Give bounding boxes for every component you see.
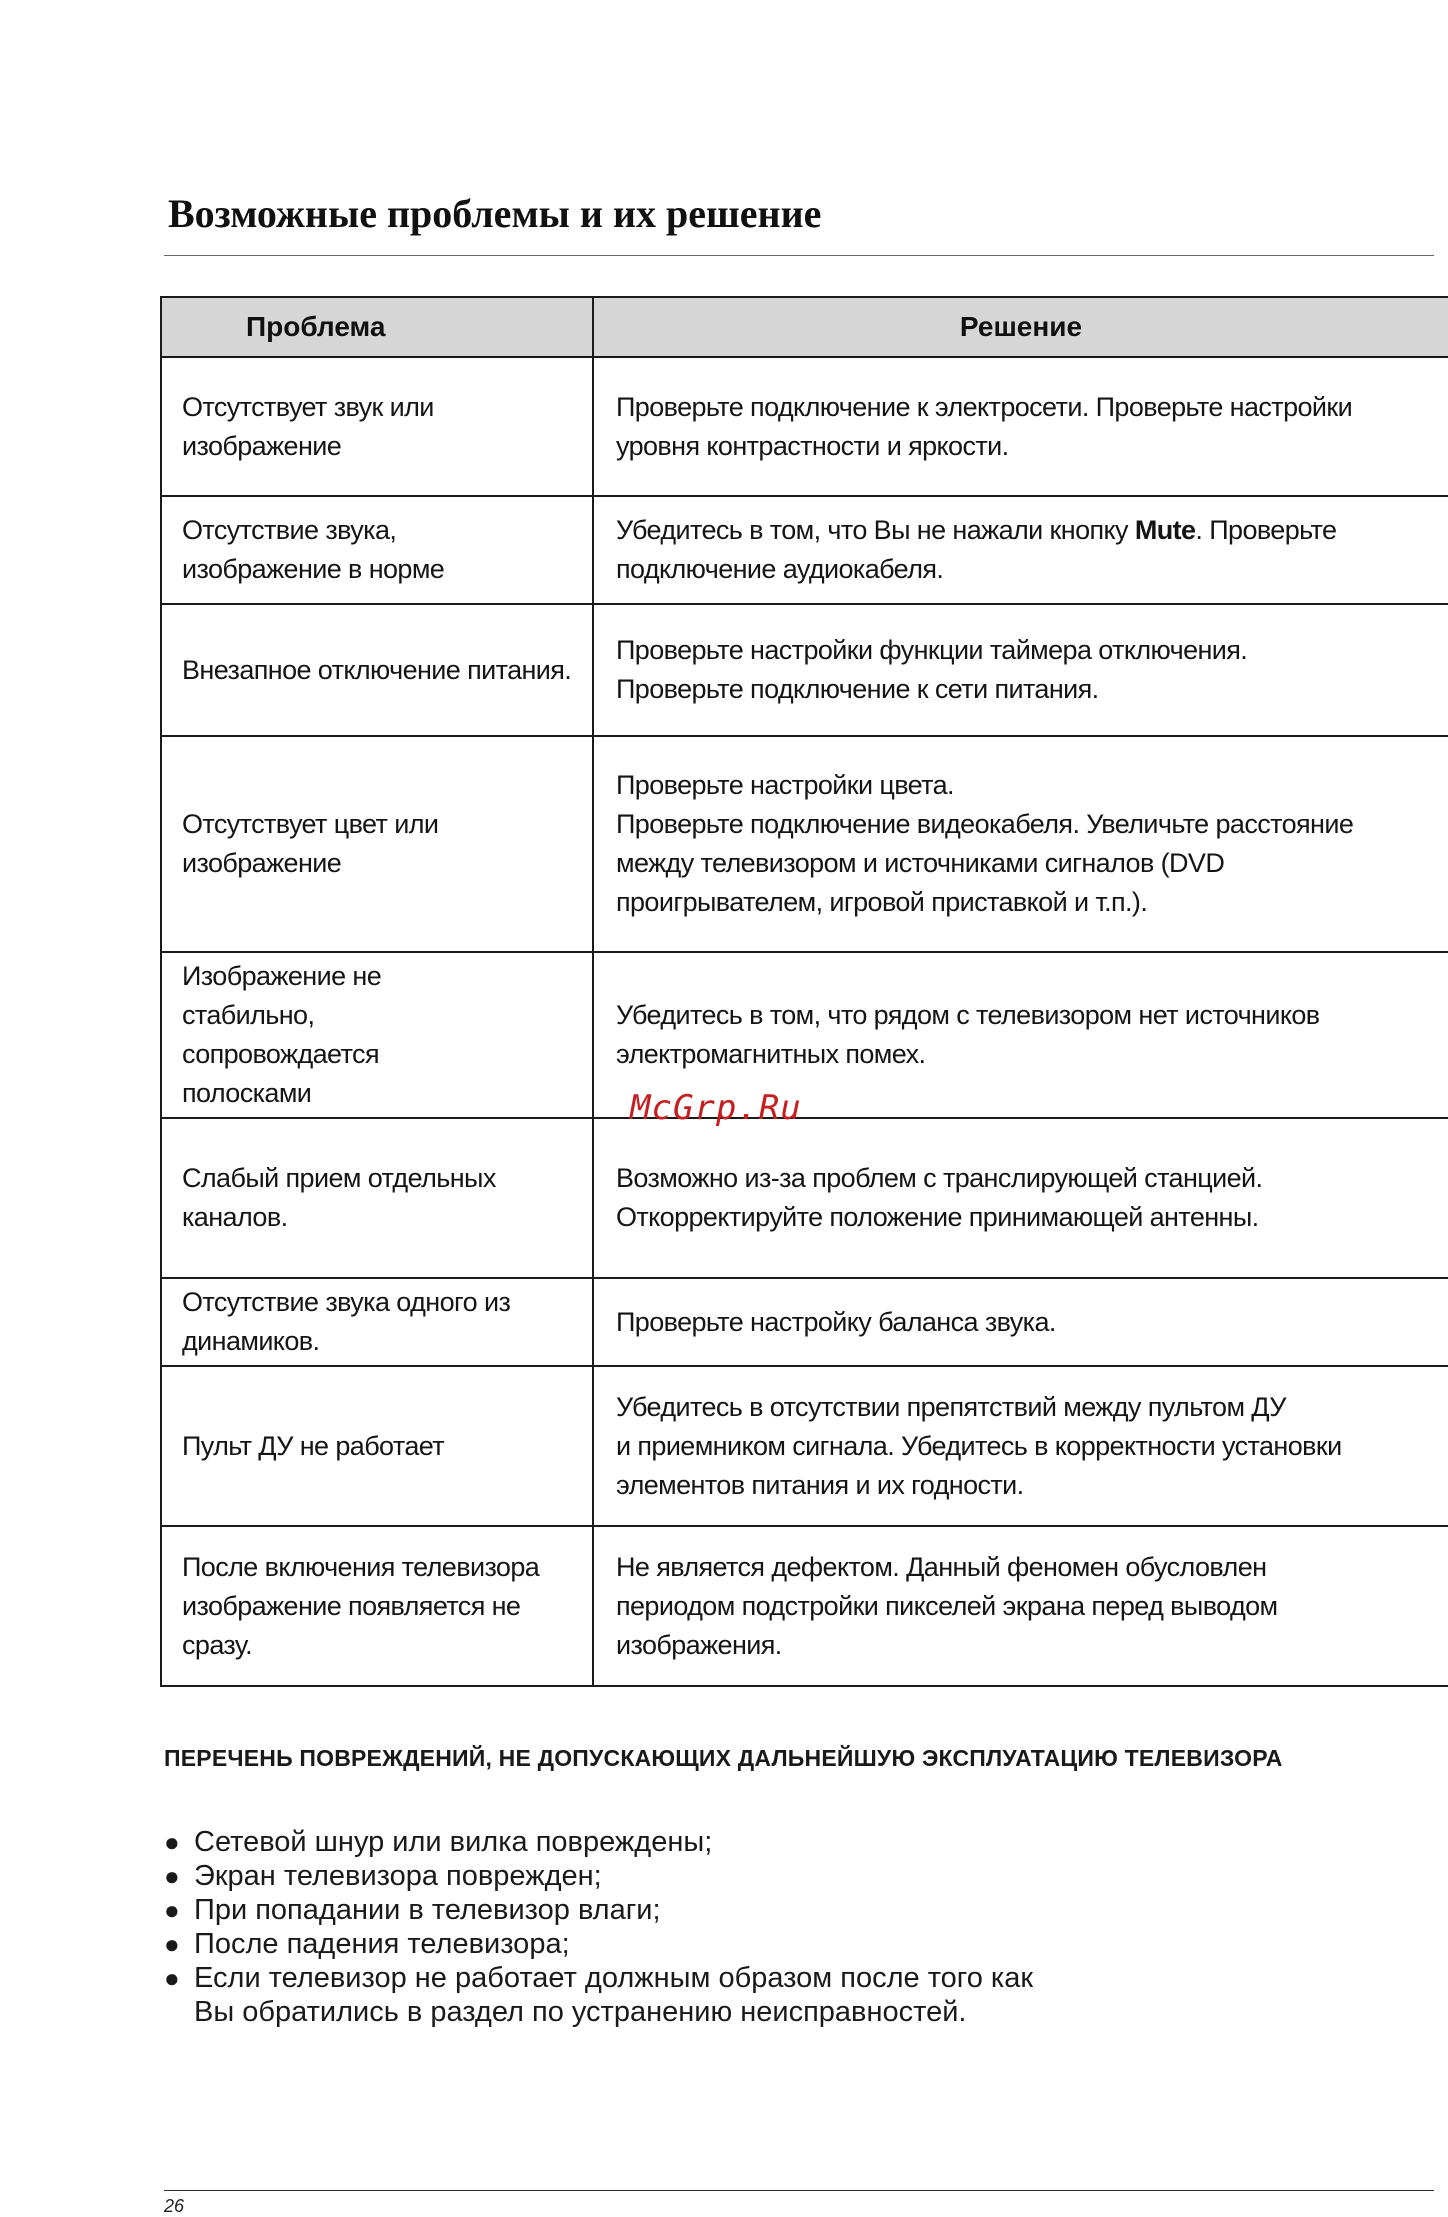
solution-cell — [593, 736, 1448, 952]
title-divider — [164, 255, 1434, 256]
problem-text: Отсутствие звука, изображение в норме — [182, 515, 445, 584]
problem-text: После включения телевизора изображение появляется не сразу. — [182, 1551, 540, 1660]
list-item — [164, 1961, 1033, 2029]
damage-list-heading: ПЕРЕЧЕНЬ ПОВРЕЖДЕНИЙ, НЕ ДОПУСКАЮЩИХ ДАЛЬНЕЙШУЮ ЭКСПЛУАТАЦИЮ ТЕЛЕВИЗОРА — [164, 1745, 1283, 1771]
solution-cell — [593, 1118, 1448, 1278]
bullet-icon: ● — [164, 1861, 180, 1891]
list-item — [164, 1927, 1033, 1961]
solution-text-part: Убедитесь в том, что Вы не нажали кнопку — [616, 515, 1135, 545]
problem-cell — [161, 1366, 593, 1526]
problem-cell — [161, 496, 593, 604]
list-item-text: После падения телевизора; — [194, 1928, 570, 1960]
table-row — [161, 1366, 1448, 1526]
problem-cell — [161, 357, 593, 496]
list-item-text: При попадании в телевизор влаги; — [194, 1894, 661, 1926]
damage-list — [164, 1825, 1033, 2029]
table-row — [161, 952, 1448, 1118]
problem-cell — [161, 736, 593, 952]
mute-button-label: Mute — [1134, 515, 1196, 545]
problem-cell — [161, 952, 593, 1118]
solution-cell — [593, 1278, 1448, 1366]
bullet-icon: ● — [164, 1895, 180, 1925]
list-item — [164, 1893, 1033, 1927]
watermark-text: McGrp.Ru — [630, 1088, 802, 1128]
solution-cell — [593, 604, 1448, 736]
troubleshooting-table — [160, 296, 1448, 1687]
list-item — [164, 1825, 1033, 1859]
header-problem: Проблема — [161, 297, 593, 357]
solution-cell — [593, 357, 1448, 496]
solution-text-part: . Проверьте подключение аудиокабеля. — [616, 515, 1337, 584]
solution-text: Убедитесь в отсутствии препятствий между пультом ДУ и приемником сигнала. Убедитесь в корректности установки элементов питания и их годности. — [616, 1391, 1342, 1500]
problem-text: Отсутствует звук или изображение — [182, 391, 434, 461]
solution-text: Проверьте настройки функции таймера отключения. Проверьте подключение к сети питания. — [616, 635, 1248, 704]
table-row — [161, 1118, 1448, 1278]
list-item — [164, 1859, 1033, 1893]
list-item-text: Если телевизор не работает должным образом после того как Вы обратились в раздел по устранению неисправностей. — [194, 1962, 1034, 2028]
problem-text: Слабый прием отдельных каналов. — [182, 1163, 496, 1232]
list-item-text: Экран телевизора поврежден; — [194, 1860, 602, 1892]
problem-cell — [161, 604, 593, 736]
solution-text: Возможно из-за проблем с транслирующей станцией. Откорректируйте положение принимающей антенны. — [616, 1163, 1263, 1232]
problem-cell — [161, 1526, 593, 1686]
problem-text: Внезапное отключение питания. — [182, 654, 572, 685]
table-row — [161, 736, 1448, 952]
table-row — [161, 357, 1448, 496]
problem-cell — [161, 1278, 593, 1366]
header-solution: Решение — [593, 297, 1448, 357]
solution-text: Проверьте настройку баланса звука. — [616, 1306, 1056, 1337]
problem-text: Пульт ДУ не работает — [182, 1430, 445, 1461]
problem-text: Отсутствует цвет или изображение — [182, 809, 439, 878]
problem-text: Изображение не стабильно, сопровождается полосками — [182, 961, 382, 1108]
footer-divider — [164, 2190, 1434, 2191]
table-row — [161, 1278, 1448, 1366]
problem-text: Отсутствие звука одного из динамиков. — [182, 1287, 511, 1356]
bullet-icon: ● — [164, 1963, 180, 1993]
solution-text: Проверьте подключение к электросети. Проверьте настройки уровня контрастности и яркости. — [616, 391, 1353, 461]
page-title: Возможные проблемы и их решение — [168, 191, 822, 236]
table-header-row — [161, 297, 1448, 357]
solution-cell — [593, 1366, 1448, 1526]
table-row — [161, 604, 1448, 736]
solution-cell — [593, 496, 1448, 604]
solution-text: Не является дефектом. Данный феномен обусловлен периодом подстройки пикселей экрана перед выводом изображения. — [616, 1551, 1278, 1660]
list-item-text: Сетевой шнур или вилка повреждены; — [194, 1826, 713, 1858]
solution-text: Убедитесь в том, что рядом с телевизором нет источников электромагнитных помех. — [616, 1000, 1320, 1069]
table-row — [161, 496, 1448, 604]
bullet-icon: ● — [164, 1827, 180, 1857]
solution-text: Проверьте настройки цвета. Проверьте подключение видеокабеля. Увеличьте расстояние между телевизором и источниками сигналов (DVD проигрывателем, игровой приставкой и т.п.). — [616, 770, 1354, 917]
table-row — [161, 1526, 1448, 1686]
solution-cell — [593, 1526, 1448, 1686]
bullet-icon: ● — [164, 1929, 180, 1959]
page-number: 26 — [164, 2196, 185, 2216]
problem-cell — [161, 1118, 593, 1278]
